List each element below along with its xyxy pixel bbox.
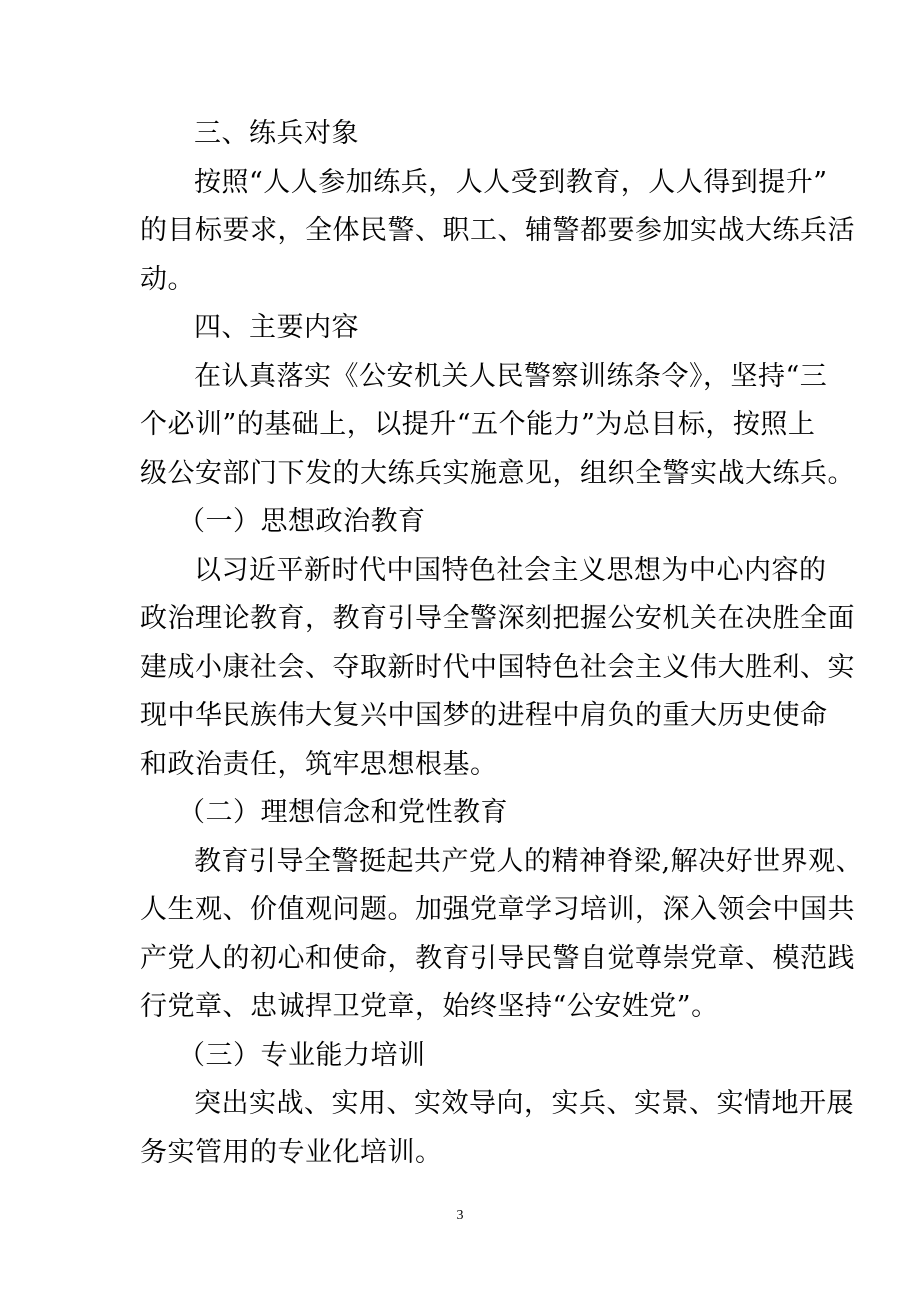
body-text-line: 动。 bbox=[140, 263, 195, 295]
body-text-line: 突出实战、实用、实效导向，实兵、实景、实情地开展 bbox=[194, 1088, 854, 1119]
body-text-line: 级公安部门下发的大练兵实施意见，组织全警实战大练兵。 bbox=[140, 457, 855, 489]
body-text-line: 以习近平新时代中国特色社会主义思想为中心内容的 bbox=[194, 554, 827, 586]
page-number: 3 bbox=[456, 1208, 464, 1223]
body-text-line: 和政治责任，筑牢思想根基。 bbox=[140, 748, 498, 780]
body-text-line: 产党人的初心和使命，教育引导民警自觉尊崇党章、模范践 bbox=[140, 942, 855, 974]
section-heading: 四、主要内容 bbox=[194, 312, 359, 343]
body-text-line: 政治理论教育，教育引导全警深刻把握公安机关在决胜全面 bbox=[140, 603, 855, 634]
body-text-line: 现中华民族伟大复兴中国梦的进程中肩负的重大历史使命 bbox=[140, 700, 828, 731]
document-body bbox=[140, 110, 864, 1177]
body-text-line: 务实管用的专业化培训。 bbox=[140, 1136, 443, 1168]
subsection-heading: （三）专业能力培训 bbox=[178, 1039, 426, 1071]
body-text-line: 按照“人人参加练兵，人人受到教育，人人得到提升” bbox=[194, 166, 828, 198]
body-text-line: 建成小康社会、夺取新时代中国特色社会主义伟大胜利、实 bbox=[140, 651, 855, 683]
body-text-line: 行党章、忠诚捍卫党章，始终坚持“公安姓党”。 bbox=[140, 991, 719, 1022]
body-text-line: 个必训”的基础上，以提升“五个能力”为总目标，按照上 bbox=[140, 409, 816, 440]
body-text-line: 人生观、价值观问题。加强党章学习培训，深入领会中国共 bbox=[140, 894, 855, 925]
subsection-heading: （一）思想政治教育 bbox=[178, 506, 426, 537]
body-text-line: 的目标要求，全体民警、职工、辅警都要参加实战大练兵活 bbox=[140, 215, 855, 246]
section-heading: 三、练兵对象 bbox=[194, 118, 359, 149]
body-text-line: 教育引导全警挺起共产党人的精神脊梁,解决好世界观、 bbox=[194, 845, 864, 877]
subsection-heading: （二）理想信念和党性教育 bbox=[178, 797, 508, 828]
body-text-line: 在认真落实《公安机关人民警察训练条令》，坚持“三 bbox=[194, 360, 828, 392]
